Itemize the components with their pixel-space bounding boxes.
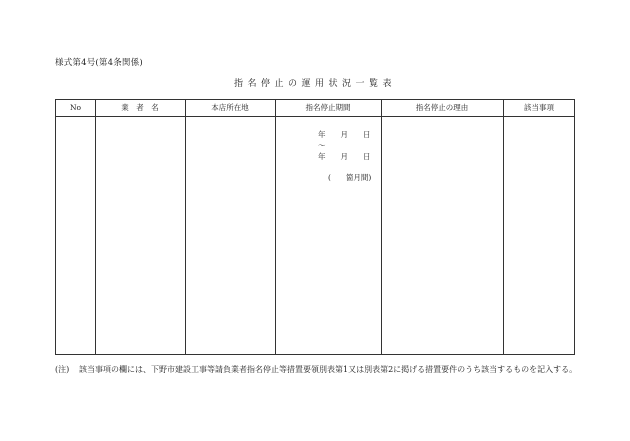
column-divider <box>503 100 504 354</box>
header-no: No <box>69 103 82 112</box>
period-start-date: 年 月 日 <box>318 130 371 139</box>
period-tilde: ～ <box>318 141 326 150</box>
document-title: 指名停止の運用状況一覧表 <box>233 79 396 89</box>
header-suspension-reason: 指名停止の理由 <box>415 103 469 112</box>
column-divider <box>381 100 382 354</box>
footnote-text: 該当事項の欄には、下野市建設工事等請負業者指名停止等措置要領別表第1又は別表第2に掲げる措置要件のうち該当するものを記入する。 <box>79 365 578 374</box>
form-number: 様式第4号(第4条関係) <box>55 58 143 68</box>
header-divider <box>56 116 574 117</box>
period-months: ( 箇月間) <box>328 173 372 182</box>
column-divider <box>185 100 186 354</box>
period-end-date: 年 月 日 <box>318 152 371 161</box>
header-head-office-address: 本店所在地 <box>211 103 249 112</box>
header-suspension-period: 指名停止期間 <box>305 103 351 112</box>
suspension-table <box>55 99 575 355</box>
header-applicable-clause: 該当事項 <box>524 103 554 112</box>
column-divider <box>275 100 276 354</box>
footnote-mark: (注) <box>55 365 70 374</box>
column-divider <box>95 100 96 354</box>
header-company-name: 業 者 名 <box>121 103 159 112</box>
